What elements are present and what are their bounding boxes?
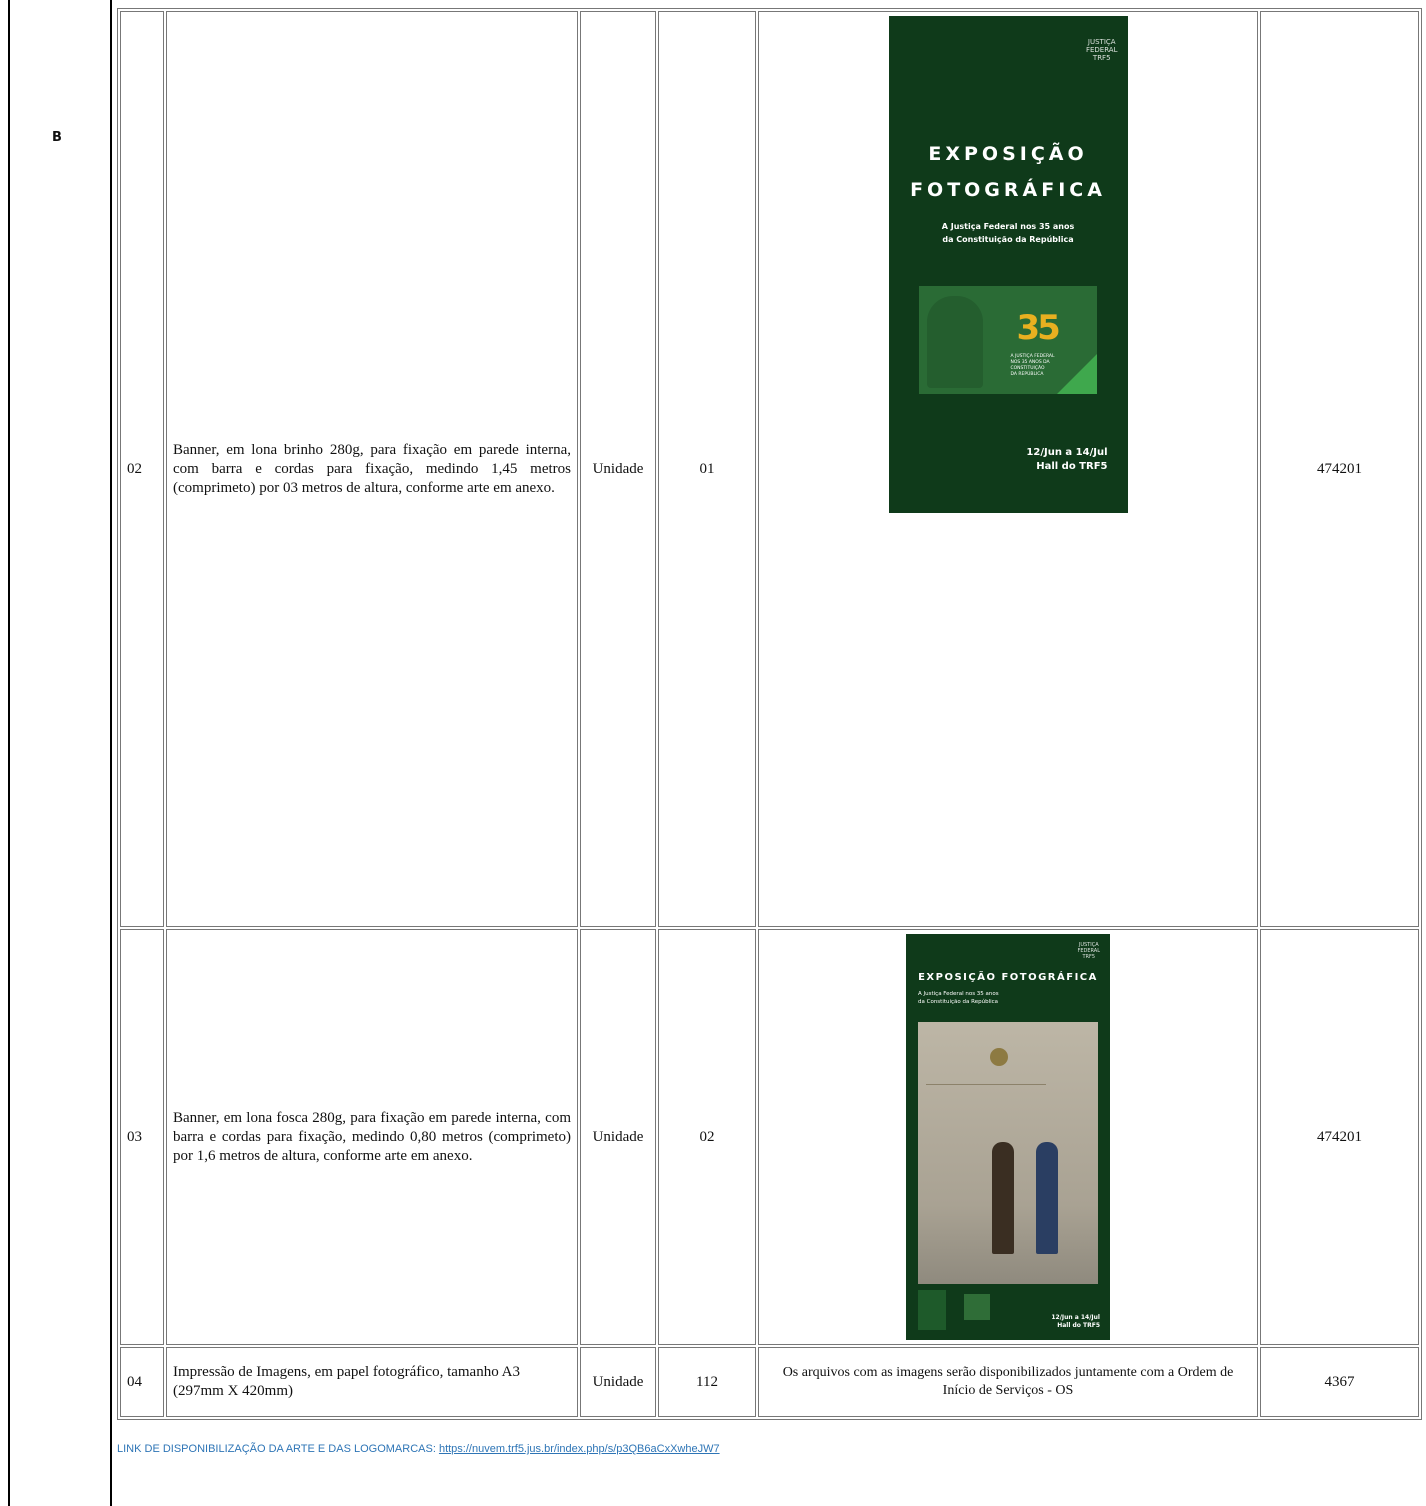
item-number: 02 (120, 11, 164, 927)
anniversary-badge (964, 1294, 990, 1320)
person-figure (1036, 1142, 1058, 1254)
banner-subtitle (918, 990, 999, 1006)
anniversary-badge-number: 35 (1016, 308, 1058, 348)
item-unit: Unidade (580, 929, 656, 1345)
banner-artwork-small (906, 934, 1110, 1340)
sculpture-image (927, 296, 983, 388)
badge-line: CONSTITUIÇÃO (1010, 366, 1045, 371)
banner-date-range: 12/Jun a 14/Jul (1051, 1314, 1100, 1321)
item-code: 4367 (1260, 1347, 1419, 1417)
banner-venue: Hall do TRF5 (1057, 1322, 1100, 1329)
banner-title-line: EXPOSIÇÃO (928, 143, 1088, 165)
banner-venue: Hall do TRF5 (1036, 461, 1108, 472)
item-artwork-cell (758, 929, 1258, 1345)
item-unit: Unidade (580, 11, 656, 927)
items-table (117, 8, 1422, 1420)
link-label: LINK DE DISPONIBILIZAÇÃO DA ARTE E DAS LOGOMARCAS: (117, 1443, 436, 1455)
item-number: 04 (120, 1347, 164, 1417)
banner-photograph (918, 1022, 1098, 1284)
banner-date (1051, 1314, 1100, 1330)
badge-line: DA REPÚBLICA (1010, 372, 1044, 377)
logo-line: FEDERAL (1085, 46, 1118, 54)
item-note: Os arquivos com as imagens serão disponibilizados juntamente com a Ordem de Início de Serviços - OS (758, 1347, 1258, 1417)
item-description: Impressão de Imagens, em papel fotográfico, tamanho A3 (297mm X 420mm) (166, 1347, 578, 1417)
sculpture-thumbnail (918, 1290, 946, 1330)
banner-graphic-panel (919, 286, 1097, 394)
item-description: Banner, em lona brinho 280g, para fixação em parede interna, com barra e cordas para fixação, medindo 1,45 metros (comprimeto) por 03 metros de altura, conforme arte em anexo. (166, 11, 578, 927)
item-unit: Unidade (580, 1347, 656, 1417)
table-row (120, 929, 1419, 1345)
banner-subtitle-line: A Justiça Federal nos 35 anos (918, 991, 999, 997)
wall-plaque (926, 1084, 1046, 1235)
banner-subtitle-line: da Constituição da República (918, 999, 999, 1005)
badge-line: NOS 35 ANOS DA (1010, 360, 1050, 365)
banner-title-line: FOTOGRÁFICA (910, 179, 1106, 201)
logo-line: TRF5 (1082, 954, 1096, 960)
banner-date-range: 12/Jun a 14/Jul (1026, 447, 1108, 458)
table-row (120, 11, 1419, 927)
banner-date (1026, 446, 1107, 474)
banner-subtitle (889, 220, 1128, 246)
banner-artwork-large (889, 16, 1128, 513)
item-code: 474201 (1260, 11, 1419, 927)
banner-title: EXPOSIÇÃO FOTOGRÁFICA (918, 972, 1098, 983)
column-rule (110, 0, 112, 1506)
logo-line: TRF5 (1092, 54, 1111, 62)
item-number: 03 (120, 929, 164, 1345)
brasao-seal (990, 1048, 1008, 1066)
left-margin-rule (8, 0, 10, 1506)
trf5-logo (1077, 942, 1100, 960)
item-quantity: 112 (658, 1347, 756, 1417)
trf5-logo (1086, 38, 1118, 62)
item-artwork-cell (758, 11, 1258, 927)
artwork-download-link[interactable]: https://nuvem.trf5.jus.br/index.php/s/p3QB6aCxXwheJW7 (438, 1443, 720, 1455)
section-letter: B (52, 130, 62, 145)
item-quantity: 02 (658, 929, 756, 1345)
person-figure (992, 1142, 1014, 1254)
logo-line: JUSTIÇA (1087, 38, 1116, 46)
item-description: Banner, em lona fosca 280g, para fixação em parede interna, com barra e cordas para fixação, medindo 0,80 metros (comprimeto) por 1,6 metros de altura, conforme arte em anexo. (166, 929, 578, 1345)
anniversary-badge-label (1011, 354, 1055, 378)
artwork-link-line (117, 1443, 720, 1455)
logo-line: FEDERAL (1077, 948, 1100, 954)
logo-line: JUSTIÇA (1078, 942, 1099, 948)
badge-line: A JUSTIÇA FEDERAL (1010, 354, 1055, 359)
banner-title (889, 136, 1128, 208)
table-row (120, 1347, 1419, 1417)
item-code: 474201 (1260, 929, 1419, 1345)
banner-subtitle-line: da Constituição da República (942, 235, 1074, 244)
item-quantity: 01 (658, 11, 756, 927)
banner-subtitle-line: A Justiça Federal nos 35 anos (941, 222, 1075, 231)
corner-accent (1057, 354, 1097, 394)
